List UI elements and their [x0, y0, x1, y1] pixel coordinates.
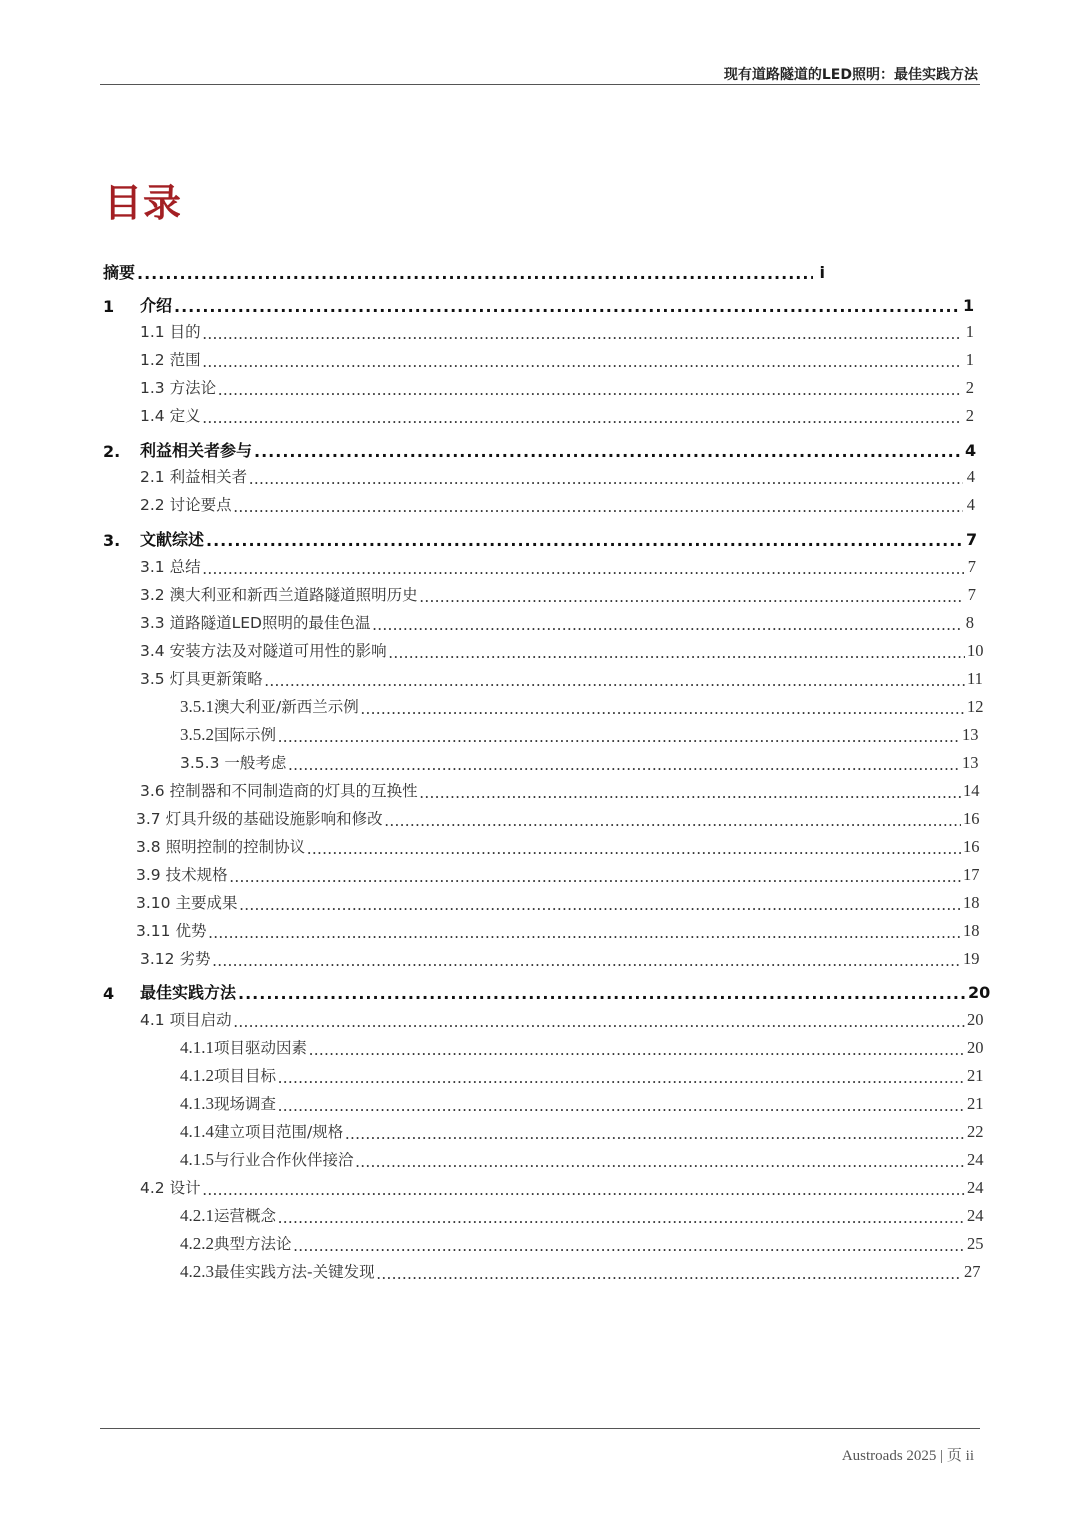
dot-leader — [361, 699, 965, 716]
dot-leader — [137, 264, 813, 280]
toc-entry[interactable]: 3.4 安装方法及对隧道可用性的影响 ..... 10 — [140, 639, 977, 661]
dot-leader — [309, 1040, 965, 1057]
dot-leader — [278, 727, 960, 744]
dot-leader — [345, 1124, 965, 1141]
dot-leader — [206, 531, 964, 547]
dot-leader — [212, 951, 961, 968]
toc-entry[interactable]: 4.2.1 运营概念 ..... 24 — [180, 1204, 977, 1226]
toc-entry[interactable]: 4.1.4 建立项目范围/规格 ..... 22 — [180, 1120, 977, 1142]
toc-entry[interactable]: 4.2.2 典型方法论 ..... 25 — [180, 1232, 977, 1254]
toc-entry[interactable]: 3.2 澳大利亚和新西兰道路隧道照明历史 ..... 7 — [140, 583, 976, 605]
dot-leader — [385, 811, 961, 828]
toc-entry[interactable]: 3.5.3 一般考虑 ..... 13 — [180, 751, 972, 773]
page-title: 目录 — [104, 181, 183, 225]
toc-page: 20 — [968, 983, 991, 1002]
toc-label: 最佳实践方法 — [140, 983, 237, 1002]
toc-entry[interactable]: 3.5 灯具更新策略 ..... 11 — [140, 667, 977, 689]
dot-leader — [203, 559, 964, 576]
dot-leader — [265, 671, 965, 688]
toc-label: 介绍 — [140, 296, 173, 315]
dot-leader — [208, 923, 961, 940]
section-number: 1 — [103, 297, 115, 316]
toc-entry[interactable]: 3.5.1 澳大利亚/新西兰示例 ..... 12 — [180, 695, 977, 717]
toc-entry[interactable]: 3.1 总结 ..... 7 — [140, 555, 976, 577]
toc-page: 7 — [966, 530, 978, 549]
toc-entry[interactable]: 4.1.5 与行业合作伙伴接洽 ..... 24 — [180, 1148, 977, 1170]
dot-leader — [218, 380, 962, 397]
toc-entry[interactable]: 3.12 劣势 ..... 19 — [140, 947, 973, 969]
dot-leader — [203, 352, 962, 369]
toc-entry[interactable]: 3.3 道路隧道LED照明的最佳色温 ..... 8 — [140, 611, 974, 633]
toc-page: 1 — [963, 296, 975, 315]
page-footer: Austroads 2025 | 页 ii — [841, 1448, 974, 1464]
toc-entry[interactable]: 3.9 技术规格 ..... 17 — [136, 863, 973, 885]
toc-entry[interactable]: 1.4 定义 ..... 2 — [140, 404, 974, 426]
toc-entry[interactable]: 2.2 讨论要点 ..... 4 — [140, 493, 975, 515]
dot-leader — [372, 615, 962, 632]
dot-leader — [294, 1236, 965, 1253]
dot-leader — [234, 1012, 965, 1029]
dot-leader — [234, 497, 963, 514]
toc-entry[interactable]: 4.2.3 最佳实践方法-关键发现 ..... 27 — [180, 1260, 974, 1282]
toc-entry-section-4[interactable] — [140, 980, 991, 1003]
dot-leader — [377, 1264, 962, 1281]
dot-leader — [239, 895, 961, 912]
toc-label: 摘要 — [103, 263, 136, 282]
toc-page: 4 — [965, 441, 977, 460]
footer-rule — [100, 1428, 980, 1429]
dot-leader — [249, 469, 963, 486]
toc-entry-summary[interactable] — [103, 260, 825, 283]
toc-entry[interactable]: 3.7 灯具升级的基础设施影响和修改 ..... 16 — [136, 807, 973, 829]
section-number: 2. — [103, 442, 121, 461]
toc-entry[interactable]: 3.10 主要成果 ..... 18 — [136, 891, 973, 913]
header-rule — [100, 84, 980, 85]
toc-entry-section-1[interactable] — [140, 293, 973, 316]
dot-leader — [203, 324, 962, 341]
toc-entry[interactable]: 1.3 方法论 ..... 2 — [140, 376, 974, 398]
toc-entry[interactable]: 4.1.1 项目驱动因素 ..... 20 — [180, 1036, 977, 1058]
dot-leader — [420, 587, 964, 604]
toc-entry[interactable]: 1.1 目的 ..... 1 — [140, 320, 974, 342]
dot-leader — [278, 1208, 965, 1225]
dot-leader — [174, 297, 961, 313]
dot-leader — [238, 984, 966, 1000]
dot-leader — [203, 1180, 965, 1197]
toc-entry[interactable]: 3.5.2 国际示例 ..... 13 — [180, 723, 972, 745]
dot-leader — [278, 1096, 965, 1113]
dot-leader — [389, 643, 965, 660]
dot-leader — [203, 408, 962, 425]
dot-leader — [288, 755, 960, 772]
dot-leader — [254, 442, 963, 458]
dot-leader — [307, 839, 961, 856]
toc-page: i — [819, 263, 825, 282]
dot-leader — [278, 1068, 965, 1085]
toc-entry[interactable]: 3.11 优势 ..... 18 — [136, 919, 973, 941]
toc-entry[interactable]: 2.1 利益相关者 ..... 4 — [140, 465, 975, 487]
toc-entry-section-3[interactable] — [140, 527, 976, 550]
section-number: 3. — [103, 531, 121, 550]
dot-leader — [356, 1152, 965, 1169]
toc-entry[interactable]: 4.1.2 项目目标 ..... 21 — [180, 1064, 977, 1086]
toc-entry[interactable]: 4.1 项目启动 ..... 20 — [140, 1008, 977, 1030]
toc-entry[interactable]: 4.2 设计 ..... 24 — [140, 1176, 977, 1198]
toc-entry-section-2[interactable] — [140, 438, 975, 461]
section-number: 4 — [103, 984, 115, 1003]
toc-entry[interactable]: 4.1.3 现场调查 ..... 21 — [180, 1092, 977, 1114]
running-header: 现有道路隧道的LED照明：最佳实践方法 — [723, 67, 978, 83]
toc-label: 利益相关者参与 — [140, 441, 253, 460]
toc-label: 文献综述 — [140, 530, 205, 549]
toc-entry[interactable]: 3.8 照明控制的控制协议 ..... 16 — [136, 835, 973, 857]
toc-entry[interactable]: 3.6 控制器和不同制造商的灯具的互换性 ..... 14 — [140, 779, 973, 801]
dot-leader — [420, 783, 961, 800]
dot-leader — [230, 867, 961, 884]
toc-entry[interactable]: 1.2 范围 ..... 1 — [140, 348, 974, 370]
